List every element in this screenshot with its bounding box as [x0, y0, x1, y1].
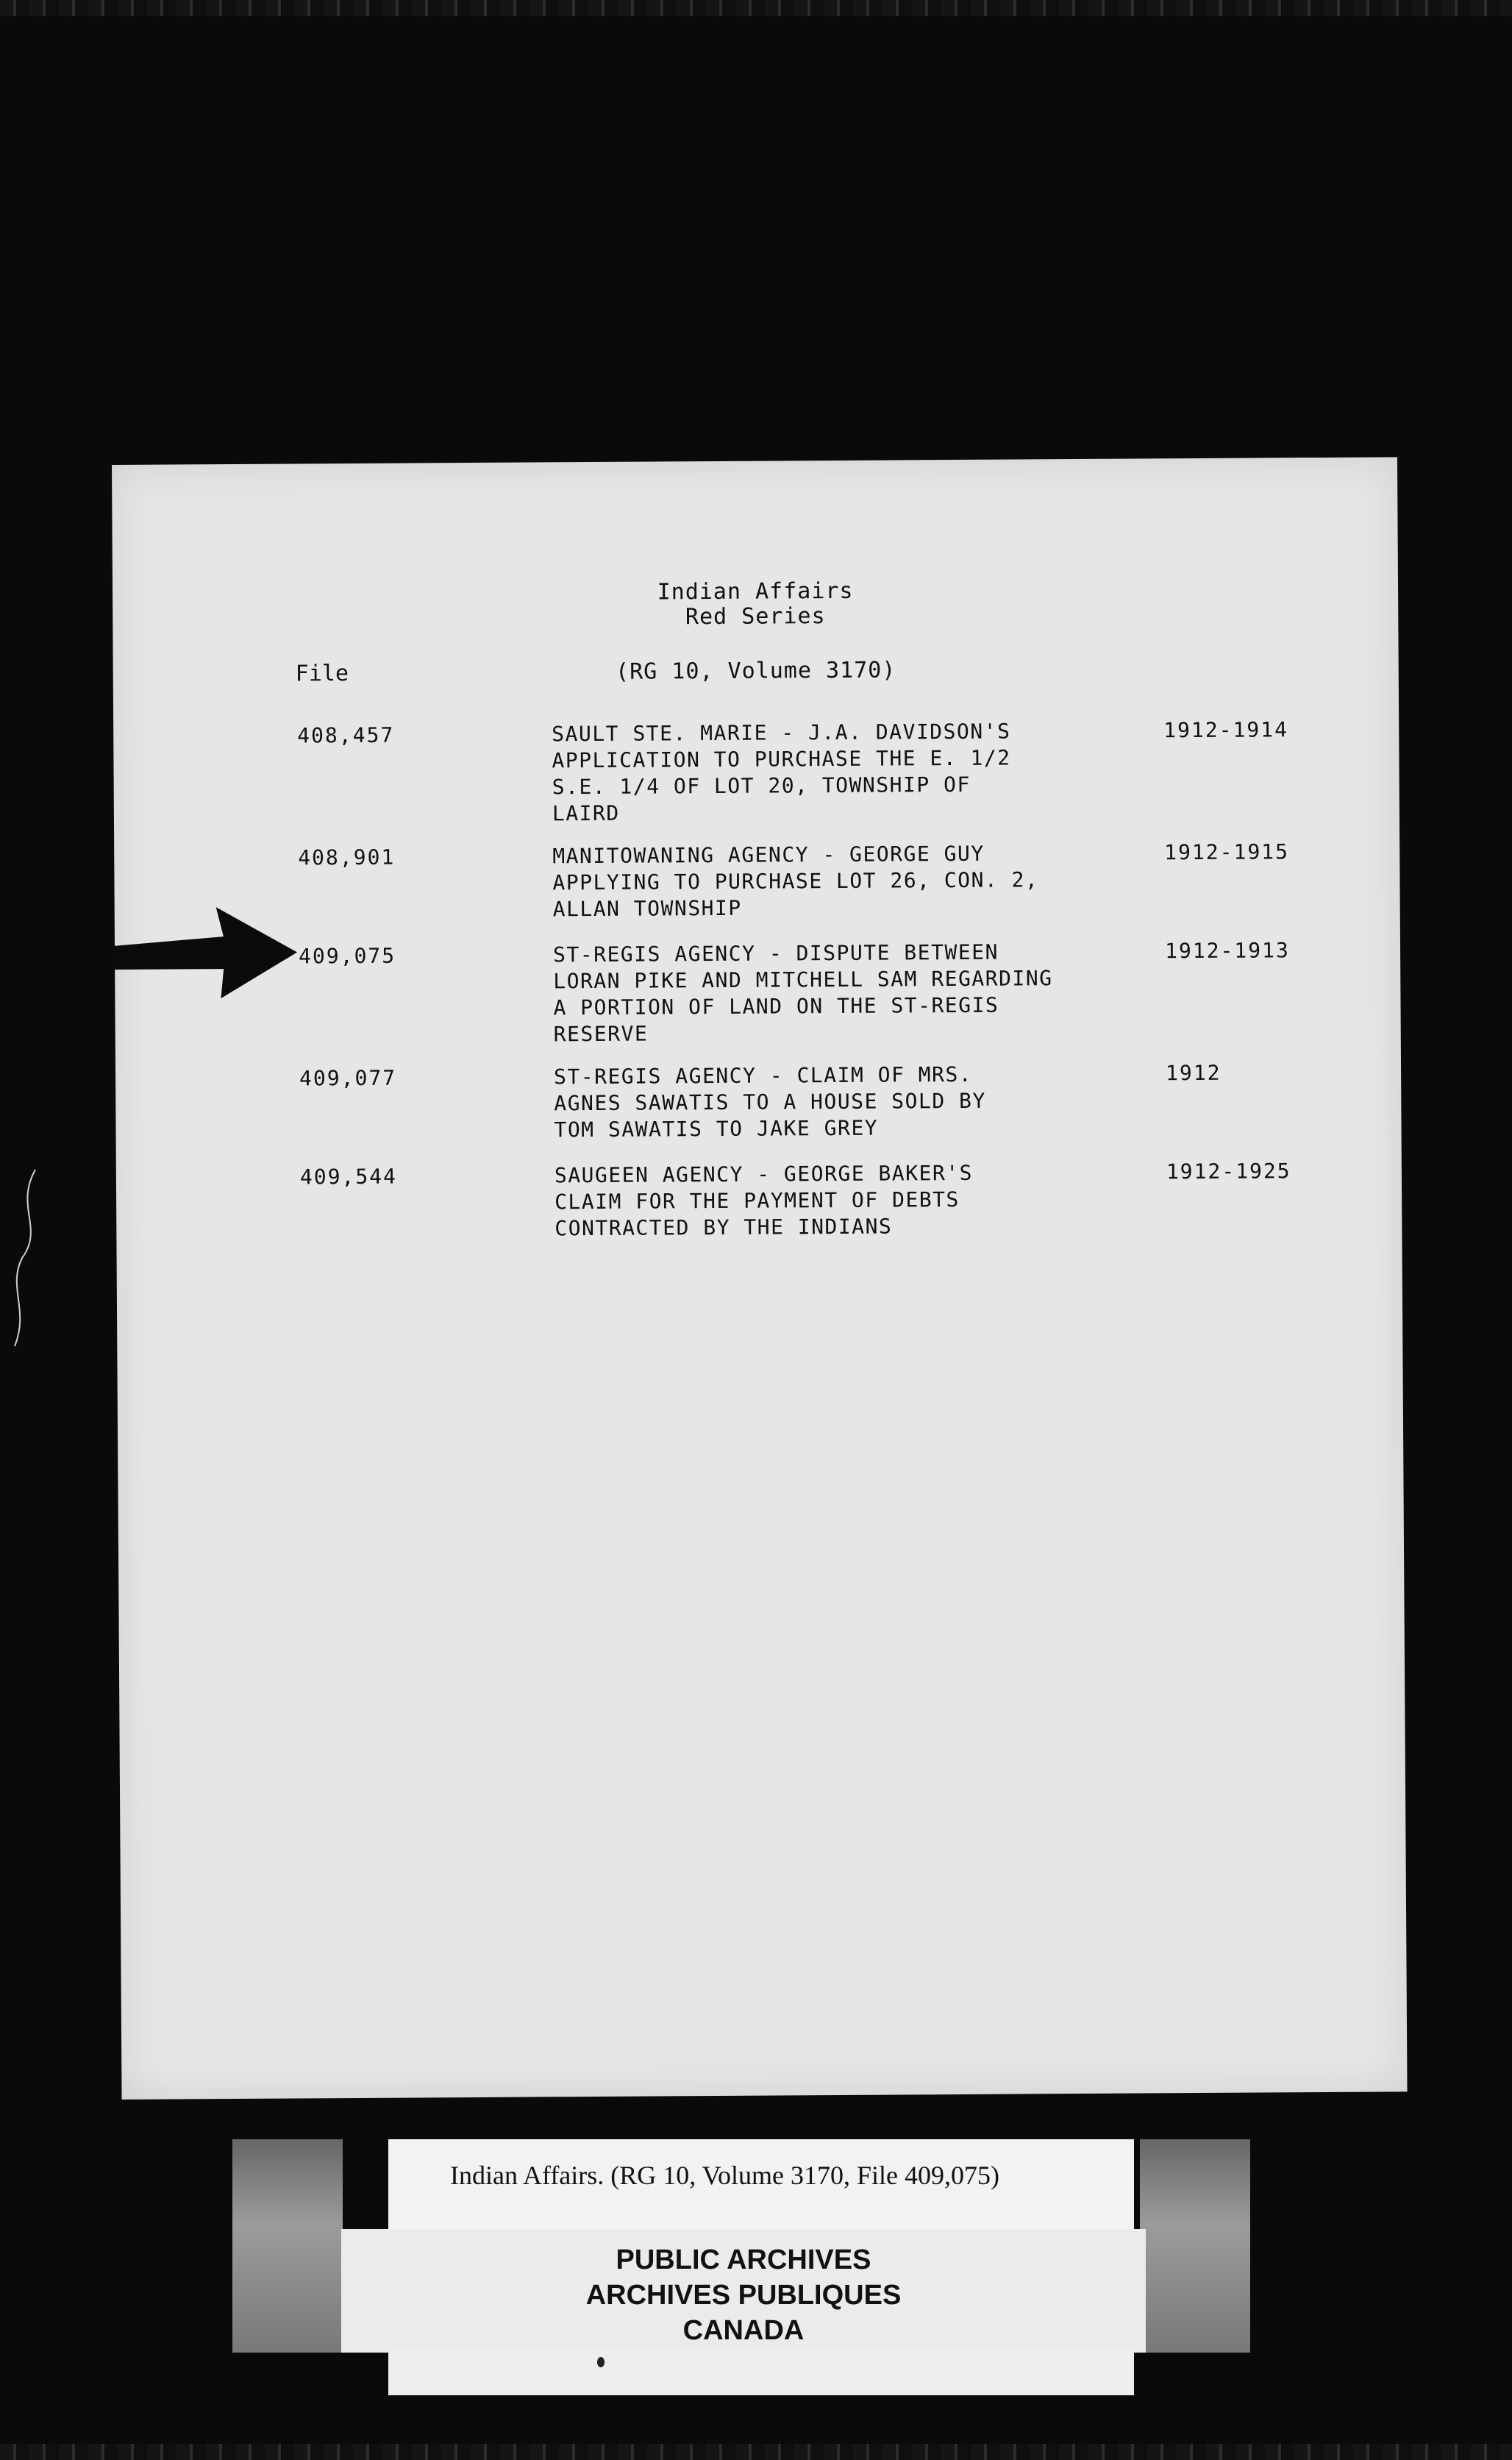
description-line: SAULT STE. MARIE - J.A. DAVIDSON'S — [552, 719, 1011, 747]
document-title: Indian Affairs — [657, 577, 854, 605]
file-number: 409,544 — [299, 1164, 398, 1190]
document-subtitle: Red Series — [685, 603, 826, 630]
file-number: 408,457 — [297, 722, 395, 748]
description-line: A PORTION OF LAND ON THE ST-REGIS — [553, 992, 999, 1020]
reference-label-card — [388, 2139, 1134, 2239]
description-line: LAIRD — [552, 800, 620, 826]
file-dates: 1912-1914 — [1163, 717, 1289, 743]
file-description — [554, 1159, 1144, 1242]
film-frame-right — [1140, 2139, 1250, 2353]
description-line: CONTRACTED BY THE INDIANS — [554, 1214, 893, 1241]
file-entry — [115, 1059, 1401, 1142]
description-line: ST-REGIS AGENCY - DISPUTE BETWEEN — [552, 939, 999, 967]
archives-line-1: PUBLIC ARCHIVES — [616, 2244, 871, 2275]
file-dates: 1912-1925 — [1166, 1159, 1291, 1184]
description-line: APPLYING TO PURCHASE LOT 26, CON. 2, — [552, 867, 1039, 895]
file-dates: 1912 — [1165, 1060, 1222, 1086]
description-line: S.E. 1/4 OF LOT 20, TOWNSHIP OF — [552, 772, 971, 800]
description-line: SAUGEEN AGENCY - GEORGE BAKER'S — [554, 1160, 974, 1188]
description-line: ALLAN TOWNSHIP — [552, 895, 742, 922]
reference-label-text: Indian Affairs. (RG 10, Volume 3170, File 409,075) — [450, 2161, 999, 2190]
file-dates: 1912-1913 — [1164, 938, 1290, 964]
archives-stamp-card — [341, 2229, 1146, 2353]
pointer-arrow-icon — [113, 906, 305, 1003]
file-description — [554, 1060, 1143, 1143]
file-dates: 1912-1915 — [1164, 839, 1290, 865]
file-number: 409,077 — [299, 1065, 397, 1091]
description-line: APPLICATION TO PURCHASE THE E. 1/2 — [552, 745, 1011, 773]
description-line: CLAIM FOR THE PAYMENT OF DEBTS — [554, 1187, 960, 1215]
file-description — [553, 938, 1142, 1048]
film-edge-top — [0, 0, 1512, 16]
file-column-label: File — [295, 661, 349, 687]
file-entry — [116, 1157, 1402, 1241]
description-line: AGNES SAWATIS TO A HOUSE SOLD BY — [554, 1088, 986, 1116]
archives-line-2: ARCHIVES PUBLIQUES — [585, 2280, 902, 2311]
description-line: ST-REGIS AGENCY - CLAIM OF MRS. — [553, 1062, 973, 1089]
description-line: LORAN PIKE AND MITCHELL SAM REGARDING — [553, 966, 1053, 994]
label-strip-bottom — [388, 2348, 1134, 2395]
file-description — [552, 839, 1141, 922]
file-entry — [113, 716, 1399, 826]
description-line: TOM SAWATIS TO JAKE GREY — [554, 1115, 879, 1142]
file-description — [552, 717, 1141, 827]
ink-dot-icon — [597, 2357, 605, 2367]
film-edge-bottom — [0, 2444, 1512, 2460]
scan-artifact-icon — [0, 1162, 44, 1354]
description-line: RESERVE — [553, 1021, 649, 1047]
file-entry — [114, 838, 1399, 922]
film-frame-left — [232, 2139, 343, 2353]
file-entry — [115, 936, 1400, 1047]
document-page — [112, 457, 1408, 2100]
archives-line-3: CANADA — [682, 2315, 805, 2346]
volume-reference: (RG 10, Volume 3170) — [615, 657, 896, 685]
file-number: 408,901 — [298, 845, 396, 870]
description-line: MANITOWANING AGENCY - GEORGE GUY — [552, 841, 985, 869]
file-number: 409,075 — [298, 943, 396, 969]
